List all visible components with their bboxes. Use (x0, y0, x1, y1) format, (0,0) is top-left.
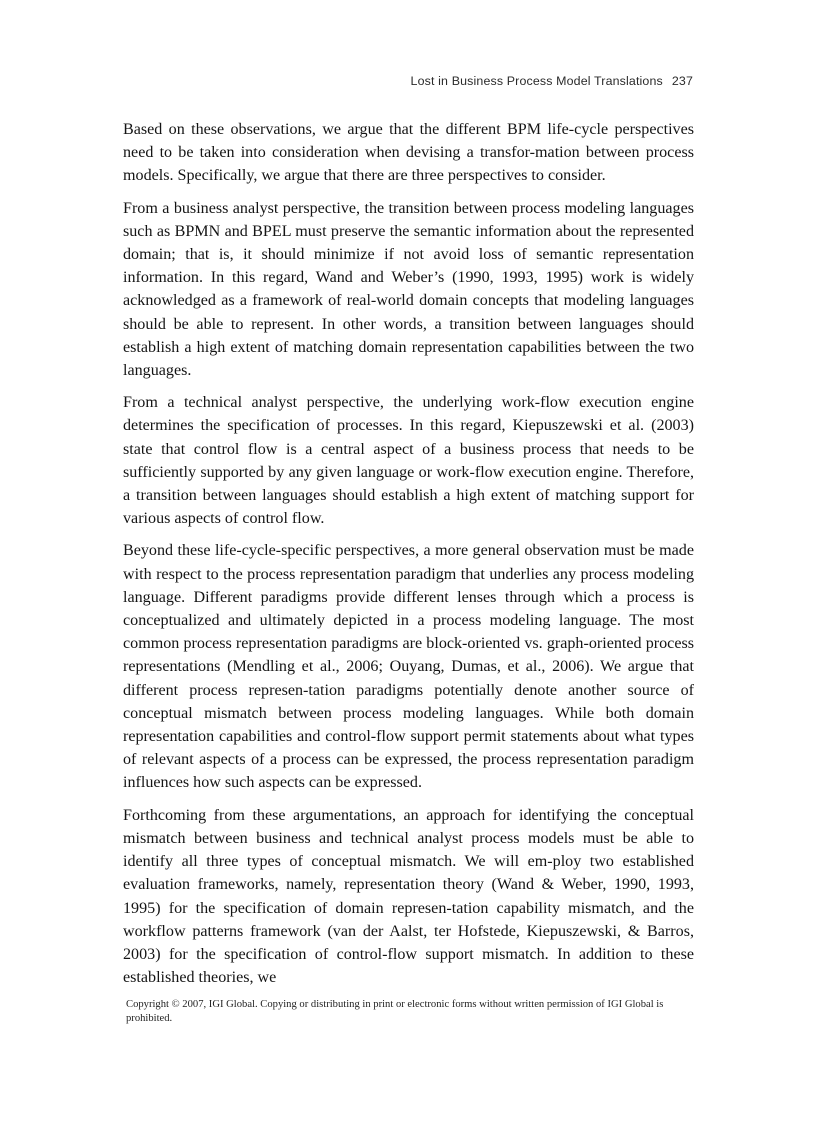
paragraph: Beyond these life-cycle-specific perspectives, a more general observation must be made with respect to the process representation paradigm that underlies any process modeling language. Different paradigms provide different lenses through which a process is conceptualized and ultimately depicted in a process modeling language. The most common process representation paradigms are block-oriented vs. graph-oriented process representations (Mendling et al., 2006; Ouyang, Dumas, et al., 2006). We argue that different process represen-tation paradigms potentially denote another source of conceptual mismatch between process modeling languages. While both domain representation capabilities and control-flow support permit statements about what types of relevant aspects of a process can be expressed, the process representation paradigm influences how such aspects can be expressed. (123, 542, 694, 792)
page-number: 237 (671, 74, 693, 88)
running-head (123, 74, 693, 88)
paragraph: Based on these observations, we argue that the different BPM life-cycle perspectives need to be taken into consideration when devising a transfor-mation between process models. Specifically, we argue that there are three perspectives to consider. (123, 121, 694, 185)
paragraph: From a technical analyst perspective, the underlying work-flow execution engine determines the specification of processes. In this regard, Kiepuszewski et al. (2003) state that control flow is a central aspect of a business process that needs to be sufficiently supported by any given language or work-flow execution engine. Therefore, a transition between languages should establish a high extent of matching support for various aspects of control flow. (123, 394, 694, 528)
body-text-column (123, 118, 694, 989)
paragraph: From a business analyst perspective, the transition between process modeling languages such as BPMN and BPEL must preserve the semantic information about the represented domain; that is, it should minimize if not avoid loss of semantic representation information. In this regard, Wand and Weber’s (1990, 1993, 1995) work is widely acknowledged as a framework of real-world domain concepts that modeling languages should be able to represent. In other words, a transition between languages should establish a high extent of matching domain representation capabilities between the two languages. (123, 199, 694, 380)
running-head-title: Lost in Business Process Model Translations (410, 74, 663, 88)
paragraph: Forthcoming from these argumentations, an approach for identifying the conceptual mismatch between business and technical analyst process models must be able to identify all three types of conceptual mismatch. We will em-ploy two established evaluation frameworks, namely, representation theory (Wand & Weber, 1990, 1993, 1995) for the specification of domain represen-tation capability mismatch, and the workflow patterns framework (van der Aalst, ter Hofstede, Kiepuszewski, & Barros, 2003) for the specification of control-flow support mismatch. In addition to these established theories, we (123, 806, 694, 987)
copyright-notice: Copyright © 2007, IGI Global. Copying or distributing in print or electronic forms without written permission of IGI Global is prohibited. (126, 999, 664, 1024)
